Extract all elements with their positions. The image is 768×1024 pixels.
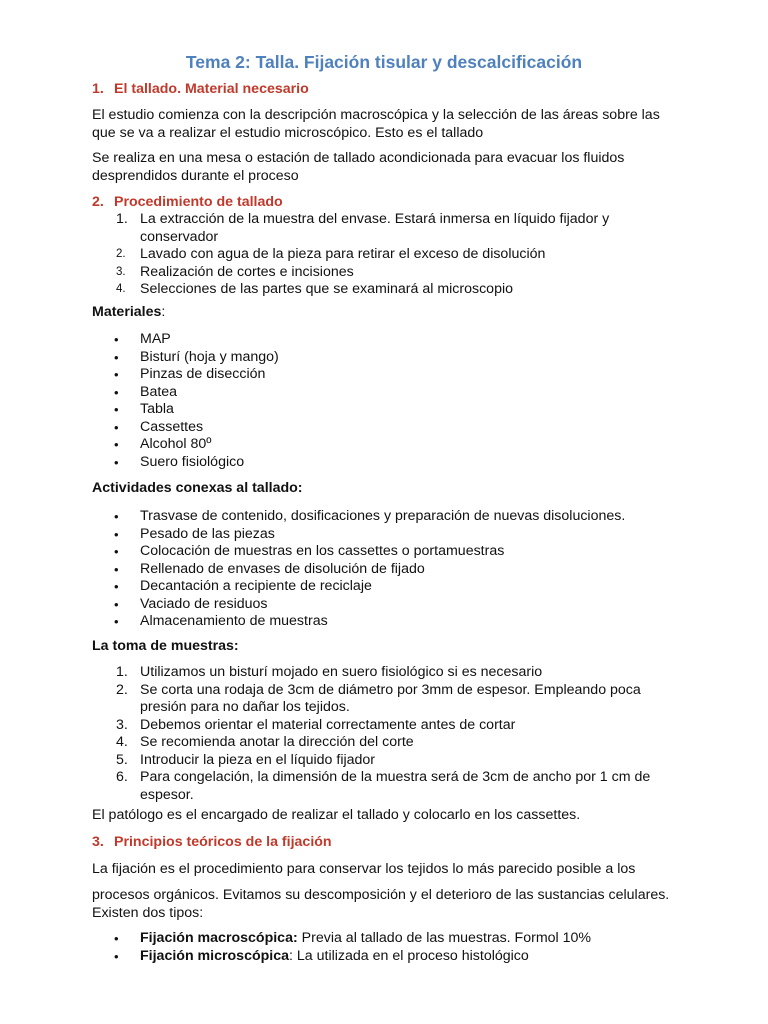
actividad-text: Trasvase de contenido, dosificaciones y preparación de nuevas disoluciones.	[140, 508, 626, 524]
materiales-heading	[92, 304, 682, 322]
step-text: Para congelación, la dimensión de la muestra será de 3cm de ancho por 1 cm de espesor.	[140, 769, 651, 803]
list-item	[92, 769, 682, 804]
bullet-icon: •	[114, 509, 119, 524]
section3-number: 3.	[92, 834, 104, 850]
list-item	[92, 596, 682, 614]
list-item	[92, 246, 682, 264]
list-item	[92, 613, 682, 631]
list-item	[92, 526, 682, 544]
materiales-heading-text: Materiales	[92, 304, 162, 320]
toma-heading: La toma de muestras:	[92, 638, 239, 654]
list-item	[92, 930, 682, 948]
tipo-term: Fijación microscópica	[140, 947, 290, 964]
material-text: Bisturí (hoja y mango)	[140, 348, 279, 365]
toma-list	[92, 664, 682, 804]
section3-paragraph-2: procesos orgánicos. Evitamos su descomposición y el deterioro de las sustancias celulares. Existen dos tipos:	[92, 887, 670, 921]
bullet-icon: •	[114, 544, 119, 559]
bullet-icon: •	[114, 349, 119, 365]
bullet-icon: •	[114, 561, 119, 577]
actividad-text: Colocación de muestras en los cassettes o portamuestras	[140, 543, 505, 559]
section1-number: 1.	[92, 81, 104, 97]
step-number: 4.	[116, 734, 128, 750]
list-item	[92, 543, 682, 561]
list-item	[92, 281, 682, 299]
tipo-term: Fijación macroscópica:	[140, 930, 298, 946]
materiales-list	[92, 331, 682, 471]
step-number: 5.	[116, 751, 128, 768]
actividad-text: Almacenamiento de muestras	[140, 613, 328, 629]
list-item	[92, 401, 682, 419]
list-item	[92, 264, 682, 282]
actividad-text: Vaciado de residuos	[140, 595, 268, 612]
section1-heading-text: El tallado. Material necesario	[114, 81, 309, 97]
step-text: Debemos orientar el material correctamente antes de cortar	[140, 716, 516, 733]
list-item	[92, 578, 682, 596]
list-item	[92, 384, 682, 402]
step-text: Utilizamos un bisturí mojado en suero fisiológico si es necesario	[140, 664, 543, 680]
step-number: 1.	[116, 211, 128, 227]
section3-paragraph-1: La fijación es el procedimiento para conservar los tejidos lo más parecido posible a los	[92, 861, 636, 877]
step-text: Introducir la pieza en el líquido fijador	[140, 751, 376, 768]
bullet-icon: •	[114, 614, 119, 629]
bullet-icon: •	[114, 931, 119, 946]
tipo-text: : La utilizada en el proceso histológico	[289, 947, 529, 964]
list-item	[92, 682, 682, 717]
tallado-closing-paragraph: El patólogo es el encargado de realizar el tallado y colocarlo en los cassettes.	[92, 807, 581, 823]
step-text: Lavado con agua de la pieza para retirar el exceso de disolución	[140, 246, 546, 262]
step-text: Realización de cortes e incisiones	[140, 263, 354, 280]
section2-heading-text: Procedimiento de tallado	[114, 194, 283, 210]
list-item	[92, 366, 682, 384]
section2-heading	[92, 194, 682, 212]
list-item	[92, 717, 682, 735]
bullet-icon: •	[114, 332, 119, 347]
bullet-icon: •	[114, 454, 119, 470]
bullet-icon: •	[114, 526, 119, 542]
step-number: 2.	[116, 248, 126, 260]
material-text: Tabla	[140, 401, 174, 417]
step-text: Se recomienda anotar la dirección del corte	[140, 734, 414, 750]
list-item	[92, 454, 682, 472]
section3-heading-text: Principios teóricos de la fijación	[114, 834, 332, 850]
bullet-icon: •	[114, 367, 119, 382]
bullet-icon: •	[114, 596, 119, 612]
material-text: Cassettes	[140, 418, 204, 435]
fijacion-tipos-list	[92, 930, 682, 965]
document-title: Tema 2: Talla. Fijación tisular y descalcificación	[185, 52, 583, 72]
step-number: 6.	[116, 769, 128, 785]
actividad-text: Rellenado de envases de disolución de fijado	[140, 560, 425, 577]
material-text: Suero fisiológico	[140, 453, 245, 470]
section1-paragraph-2: Se realiza en una mesa o estación de tallado acondicionada para evacuar los fluidos desprendidos durante el proceso	[92, 150, 625, 184]
actividad-text: Pesado de las piezas	[140, 525, 275, 542]
materiales-heading-colon: :	[161, 304, 166, 320]
step-text: Selecciones de las partes que se examinará al microscopio	[140, 281, 514, 297]
step-number: 2.	[116, 681, 128, 698]
section3-heading	[92, 834, 682, 852]
step-text: Se corta una rodaja de 3cm de diámetro por 3mm de espesor. Empleando poca presión para no dañar los tejidos.	[140, 681, 641, 715]
list-item	[92, 508, 682, 526]
list-item	[92, 331, 682, 349]
list-item	[92, 561, 682, 579]
list-item	[92, 734, 682, 752]
step-number: 4.	[116, 283, 126, 295]
list-item	[92, 664, 682, 682]
list-item	[92, 436, 682, 454]
list-item	[92, 349, 682, 367]
material-text: Alcohol 80º	[140, 436, 212, 452]
actividad-text: Decantación a recipiente de reciclaje	[140, 578, 372, 594]
step-number: 3.	[116, 265, 126, 278]
list-item	[92, 419, 682, 437]
list-item	[92, 752, 682, 770]
material-text: Batea	[140, 383, 178, 400]
step-number: 1.	[116, 664, 128, 680]
section2-number: 2.	[92, 194, 104, 210]
material-text: Pinzas de disección	[140, 366, 266, 382]
list-item	[92, 211, 682, 246]
actividades-heading: Actividades conexas al tallado:	[92, 480, 303, 496]
bullet-icon: •	[114, 437, 119, 452]
step-text: La extracción de la muestra del envase. Estará inmersa en líquido fijador y conservador	[140, 211, 610, 245]
bullet-icon: •	[114, 384, 119, 400]
bullet-icon: •	[114, 948, 119, 964]
actividades-list	[92, 508, 682, 631]
bullet-icon: •	[114, 419, 119, 435]
tallado-steps-list	[92, 211, 682, 299]
section1-paragraph-1: El estudio comienza con la descripción macroscópica y la selección de las áreas sobre las que se va a realizar el estudio microscópico. Esto es el tallado	[92, 107, 660, 141]
material-text: MAP	[140, 331, 171, 347]
list-item	[92, 948, 682, 966]
section1-heading	[92, 81, 682, 99]
tipo-text: Previa al tallado de las muestras. Formol 10%	[297, 930, 592, 946]
bullet-icon: •	[114, 402, 119, 417]
step-number: 3.	[116, 716, 128, 733]
bullet-icon: •	[114, 579, 119, 594]
